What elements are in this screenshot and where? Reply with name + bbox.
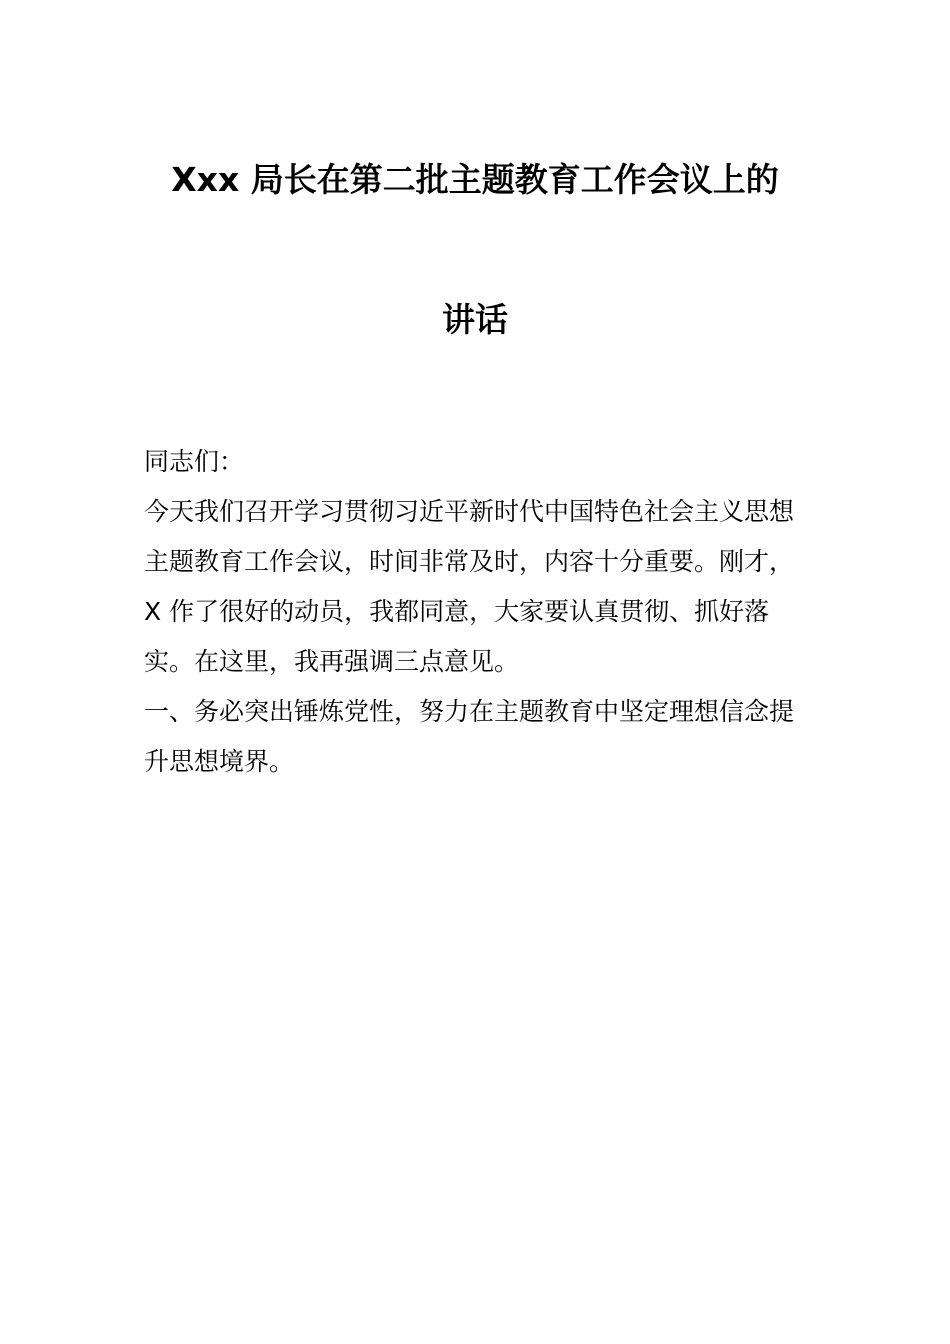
salutation: 同志们： xyxy=(144,447,245,476)
document-title-line-2: 讲话 xyxy=(442,300,508,339)
document-body xyxy=(144,437,808,787)
paragraph-point-one: 一、务必突出锤炼党性，努力在主题教育中坚定理想信念提升思想境界。 xyxy=(144,697,795,776)
document-title-line-1: Xxx 局长在第二批主题教育工作会议上的 xyxy=(171,160,779,199)
paragraph-intro: 今天我们召开学习贯彻习近平新时代中国特色社会主义思想主题教育工作会议，时间非常及时，内容十分重要。刚才，X 作了很好的动员，我都同意，大家要认真贯彻、抓好落实。在这里，我再强调三点意见。 xyxy=(144,497,795,676)
